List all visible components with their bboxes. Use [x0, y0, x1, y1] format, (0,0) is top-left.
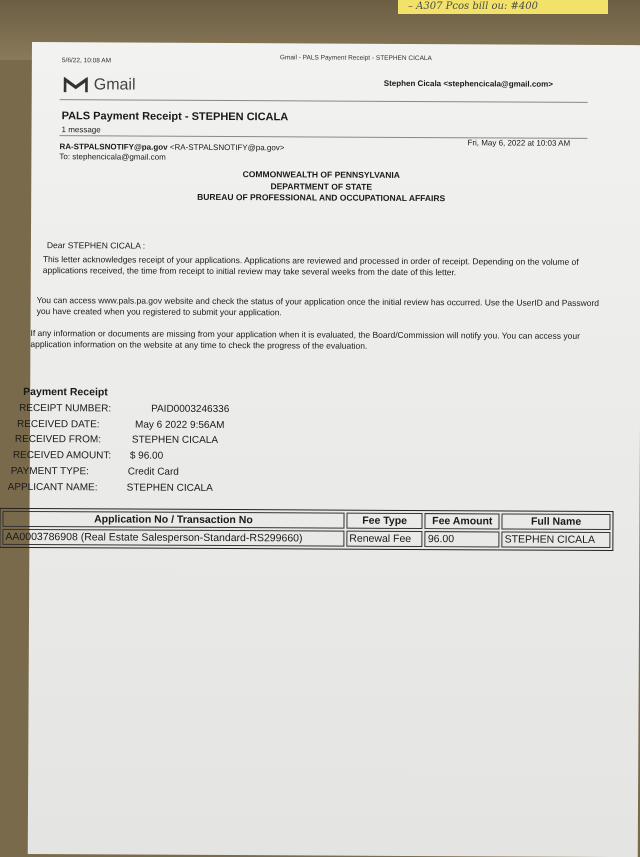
receipt-number: PAID0003246336	[151, 403, 230, 416]
receipt-number-label: RECEIPT NUMBER:	[19, 402, 112, 415]
print-page-title: Gmail - PALS Payment Receipt - STEPHEN CICALA	[279, 54, 432, 63]
recipient: To: stephencicala@gmail.com	[59, 152, 166, 162]
salutation: Dear STEPHEN CICALA :	[46, 240, 146, 251]
table-row	[2, 529, 610, 548]
column-header: Fee Type	[346, 513, 423, 529]
column-header: Full Name	[502, 513, 611, 530]
gmail-m-icon	[64, 77, 88, 93]
email-subject: PALS Payment Receipt - STEPHEN CICALA	[61, 110, 289, 124]
transactions-table	[0, 508, 614, 551]
printed-page	[5, 42, 640, 857]
received-date-label: RECEIVED DATE:	[16, 418, 100, 431]
paragraph-3: If any information or documents are missing from your application when it is evaluated, the Board/Commission will notify you. You can access your application information on the website at any time to check the progress of the evaluation.	[30, 327, 580, 351]
email-date: Fri, May 6, 2022 at 10:03 AM	[467, 138, 571, 148]
print-datetime: 5/6/22, 10:08 AM	[61, 57, 112, 65]
payment-type-label: PAYMENT TYPE:	[10, 465, 89, 478]
sticky-note: – A307 Pcos bill ou: #400	[398, 0, 608, 14]
column-header: Application No / Transaction No	[2, 511, 344, 529]
paragraph-1: This letter acknowledges receipt of your applications. Applications are reviewed and processed in order of receipt. Depending on the volume of applications received, the time from receipt to initial review may take several weeks from the date of this letter.	[42, 254, 579, 278]
letterhead-line-1: COMMONWEALTH OF PENNSYLVANIA	[242, 169, 400, 180]
received-amount-label: RECEIVED AMOUNT:	[12, 449, 112, 462]
payment-type: Credit Card	[127, 466, 179, 478]
paragraph-2: You can access www.pals.pa.gov website and check the status of your application once the initial review has occurred. Use the UserID and Password you have created when you registered to submit your application.	[36, 295, 600, 318]
received-from-label: RECEIVED FROM:	[14, 433, 102, 446]
gmail-logo	[64, 76, 136, 94]
table-cell: 96.00	[425, 531, 500, 547]
divider	[60, 99, 588, 103]
received-from: STEPHEN CICALA	[131, 434, 219, 446]
message-count: 1 message	[61, 125, 101, 135]
applicant-name-label: APPLICANT NAME:	[7, 481, 98, 494]
account-email: Stephen Cicala <stephencicala@gmail.com>	[383, 78, 554, 89]
applicant-name: STEPHEN CICALA	[126, 482, 213, 494]
column-header: Fee Amount	[425, 513, 500, 529]
gmail-logo-text: Gmail	[93, 76, 136, 94]
sender-address: <RA-STPALSNOTIFY@pa.gov>	[169, 142, 285, 153]
table-header-row	[2, 511, 610, 530]
table-cell: Renewal Fee	[346, 531, 423, 547]
table-cell: AA0003786908 (Real Estate Salesperson-Standard-RS299660)	[2, 529, 344, 547]
payment-receipt-heading: Payment Receipt	[23, 385, 108, 399]
received-date: May 6 2022 9:56AM	[134, 419, 225, 432]
received-amount: $ 96.00	[129, 450, 164, 462]
sender-name: RA-STPALSNOTIFY@pa.gov	[59, 142, 168, 152]
letterhead-line-3: BUREAU OF PROFESSIONAL AND OCCUPATIONAL AFFAIRS	[197, 191, 446, 204]
sender	[59, 142, 284, 152]
table-cell: STEPHEN CICALA	[502, 531, 611, 548]
letterhead-line-2: DEPARTMENT OF STATE	[270, 181, 373, 192]
